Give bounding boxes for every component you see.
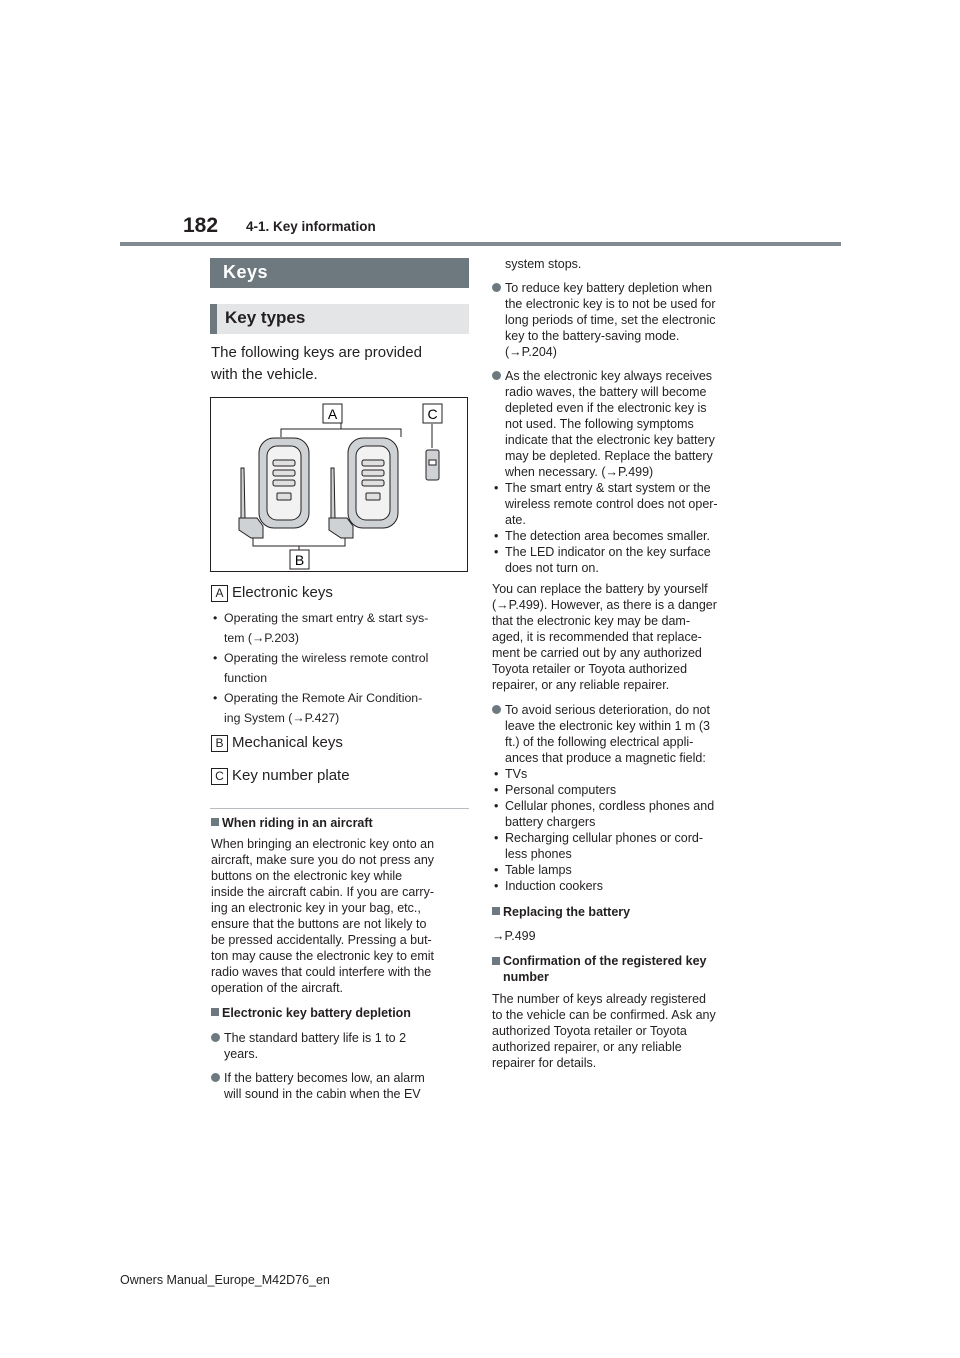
legend-b — [211, 734, 343, 752]
figure-label-c: C — [427, 406, 438, 422]
figure-label-a: A — [327, 406, 338, 422]
list-item: As the electronic key always receives radio waves, the battery will become depleted even if the electronic key is not used. The following symptoms indicate that the electronic key battery may be depleted. Replace the battery when necessary. (→P.499) — [492, 368, 754, 480]
confirmation-body: The number of keys already registered to the vehicle can be confirmed. Ask any authorized Toyota retailer or Toyota authorized repairer, or any reliable repairer for details. — [492, 992, 716, 1070]
list-item: • Personal computers — [494, 783, 617, 797]
legend-a-text: Electronic keys — [232, 584, 333, 601]
list-item: • Cellular phones, cordless phones and battery chargers — [494, 799, 715, 829]
confirmation-heading: Confirmation of the registered key number — [492, 953, 754, 985]
legend-c — [211, 767, 350, 785]
list-item: • Induction cookers — [494, 879, 603, 893]
page-number: 182 — [183, 214, 219, 237]
section-title-key-types: Key types — [225, 308, 306, 327]
aircraft-heading: When riding in an aircraft — [211, 815, 473, 831]
figure-label-b: B — [294, 552, 305, 568]
section-title-keys: Keys — [223, 262, 269, 282]
list-item: To reduce key battery depletion when the electronic key is to not be used for long periods of time, set the electronic key to the battery-saving mode. (→P.204) — [492, 280, 754, 360]
intro-text — [211, 342, 466, 385]
legend-c-text: Key number plate — [232, 767, 350, 784]
list-item: ing System (→P.427) — [224, 711, 340, 725]
legend-b-text: Mechanical keys — [232, 734, 343, 751]
list-item: The standard battery life is 1 to 2 years. — [211, 1030, 473, 1062]
electronic-key-2 — [348, 438, 398, 528]
replacing-heading: Replacing the battery — [492, 904, 754, 920]
depletion-continued: system stops. — [505, 257, 582, 271]
legend-letter-b: B — [211, 735, 228, 752]
list-item: To avoid serious deterioration, do not leave the electronic key within 1 m (3 ft.) of the following electrical appli- ances that produce a magnetic field: — [492, 702, 754, 766]
list-item: • TVs — [494, 767, 528, 781]
list-item: • Operating the smart entry & start sys- — [213, 611, 429, 625]
intro-line-1: The following keys are provided — [211, 344, 422, 361]
list-item: • The smart entry & start system or the wireless remote control does not oper- ate. — [494, 481, 718, 527]
list-item: • The LED indicator on the key surface does not turn on. — [494, 545, 711, 575]
section-bar-keys — [210, 258, 469, 288]
footer-text: Owners Manual_Europe_M42D76_en — [120, 1273, 330, 1287]
depletion-heading: Electronic key battery depletion — [211, 1005, 473, 1021]
electronic-key-1 — [259, 438, 309, 528]
right-column-notes — [492, 256, 754, 1071]
header-rule — [120, 242, 841, 246]
divider — [210, 808, 469, 809]
chapter-title: 4-1. Key information — [246, 219, 376, 234]
list-item: • Recharging cellular phones or cord- less phones — [494, 831, 704, 861]
legend-letter-c: C — [211, 768, 228, 785]
intro-line-2: with the vehicle. — [211, 365, 318, 383]
legend-letter-a: A — [211, 585, 228, 602]
left-column-notes — [211, 815, 473, 1102]
list-item: • Operating the Remote Air Condition- — [213, 691, 423, 705]
legend-a — [211, 584, 333, 602]
key-number-plate — [426, 450, 439, 480]
list-item: function — [224, 671, 268, 685]
replace-battery-text: You can replace the battery by yourself (→P.499). However, as there is a danger that the electronic key may be dam- aged, it is recommended that replace- ment be carried out by any authorized Toyota retailer or Toyota authorized repairer, or any reliable repairer. — [492, 582, 717, 692]
list-item: • The detection area becomes smaller. — [494, 529, 710, 543]
section-marker — [210, 304, 217, 334]
legend-a-bullets — [211, 608, 469, 728]
list-item: • Operating the wireless remote control — [213, 651, 429, 665]
key-illustration — [210, 397, 468, 572]
section-bar-key-types — [210, 304, 469, 334]
list-item: tem (→P.203) — [224, 631, 299, 645]
list-item: If the battery becomes low, an alarm will sound in the cabin when the EV — [211, 1070, 473, 1102]
aircraft-body: When bringing an electronic key onto an aircraft, make sure you do not press any buttons on the electronic key while inside the aircraft cabin. If you are carry- ing an electronic key in your bag, etc., ensure that the buttons are not likely to be pressed accidentally. Pressing a but- ton may cause the electronic key to emit radio waves that could interfere with the operation of the aircraft. — [211, 837, 435, 995]
replacing-ref: →P.499 — [492, 929, 536, 943]
list-item: • Table lamps — [494, 863, 572, 877]
keys-drawing — [211, 398, 467, 571]
